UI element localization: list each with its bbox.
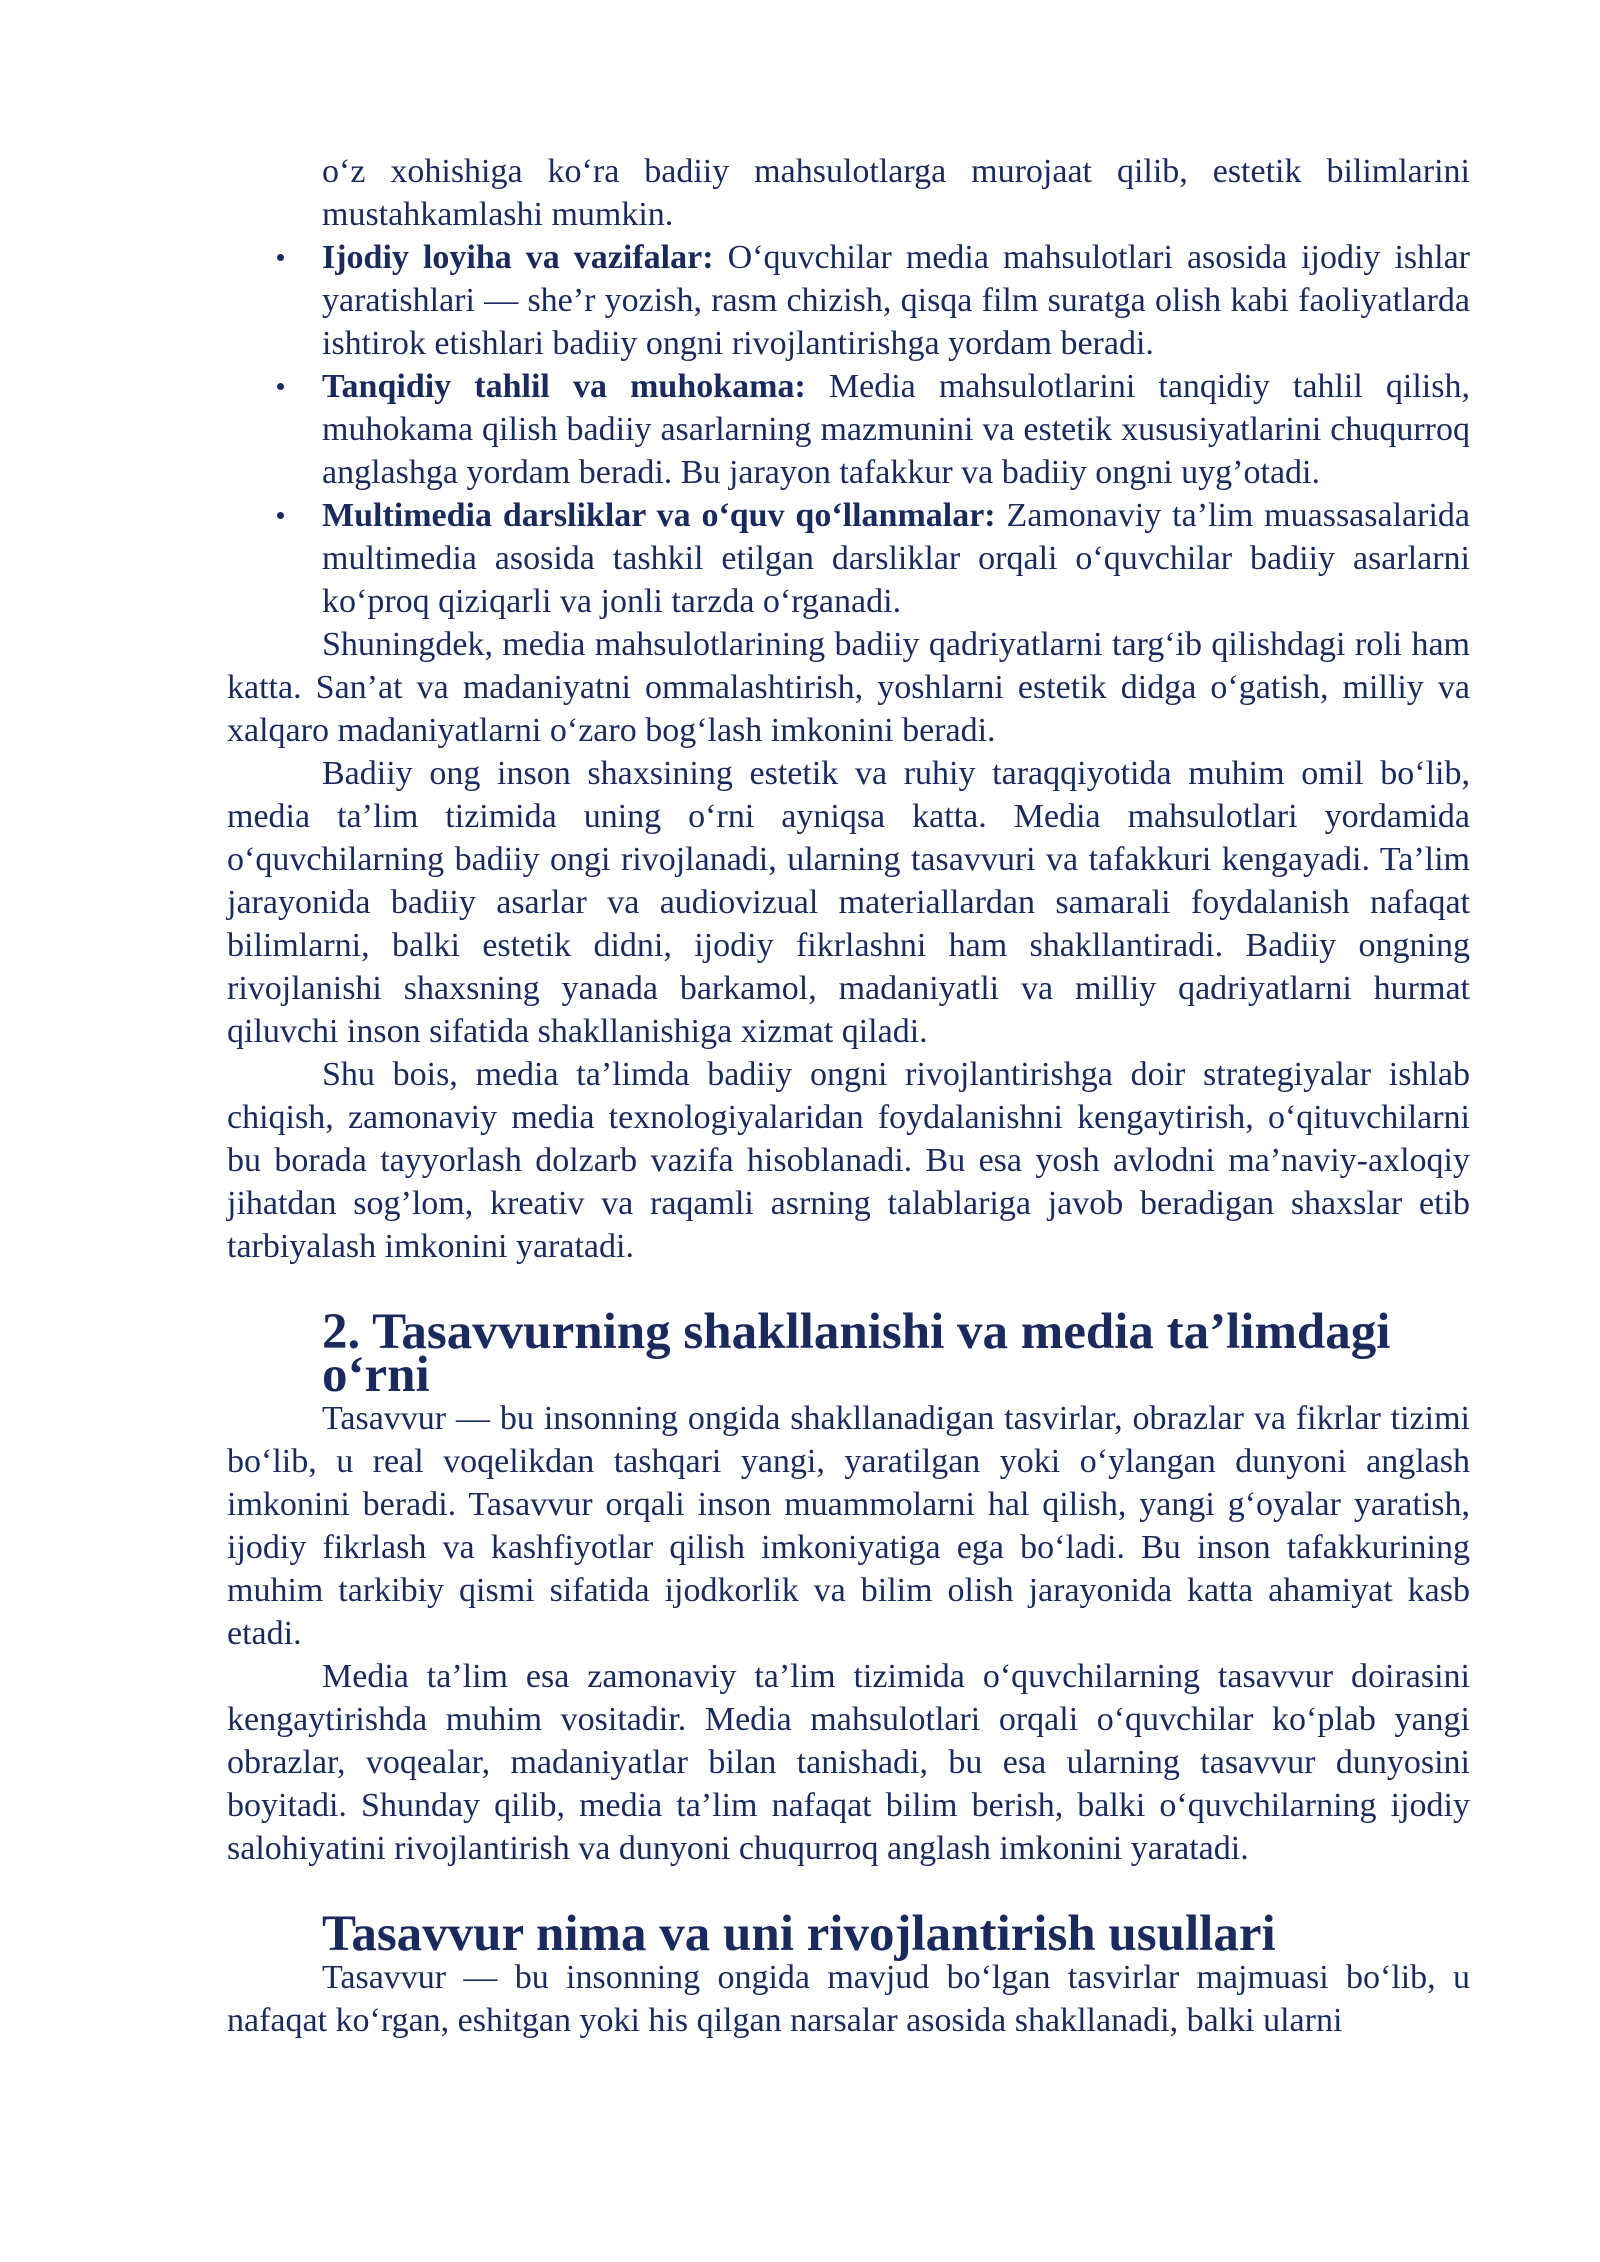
list-item — [227, 365, 1470, 494]
intro-continuation: o‘z xohishiga ko‘ra badiiy mahsulotlarga murojaat qilib, estetik bilimlarini mustahkamlashi mumkin. — [322, 153, 1470, 233]
bullet-title: Multimedia darsliklar va o‘quv qo‘llanmalar: — [322, 497, 996, 534]
body-paragraph: Media ta’lim esa zamonaviy ta’lim tizimida o‘quvchilarning tasavvur doirasini kengaytirishda muhim vositadir. Media mahsulotlari orqali o‘quvchilar ko‘plab yangi obrazlar, voqealar, madaniyatlar bilan tanishadi, bu esa ularning tasavvur dunyosini boyitadi. Shunday qilib, media ta’lim nafaqat bilim berish, balki o‘quvchilarning ijodiy salohiyatini rivojlantirish va dunyoni chuqurroq anglash imkonini yaratadi. — [227, 1658, 1470, 1867]
body-paragraph: Shuningdek, media mahsulotlarining badiiy qadriyatlarni targ‘ib qilishdagi roli ham katta. San’at va madaniyatni ommalashtirish, yoshlarni estetik didga o‘gatish, milliy va xalqaro madaniyatlarni o‘zaro bog‘lash imkonini beradi. — [227, 626, 1470, 749]
body-paragraph: Tasavvur — bu insonning ongida mavjud bo‘lgan tasvirlar majmuasi bo‘lib, u nafaqat ko‘rgan, eshitgan yoki his qilgan narsalar asosida shakllanadi, balki ularni — [227, 1959, 1470, 2039]
bullet-title: Tanqidiy tahlil va muhokama: — [322, 368, 806, 405]
bullet-title: Ijodiy loyiha va vazifalar: — [322, 239, 714, 276]
list-item — [227, 494, 1470, 623]
document-page — [227, 150, 1470, 2042]
bullet-text: Media mahsulotlarini tanqidiy tahlil qilish, muhokama qilish badiiy asarlarning mazmunini va estetik xususiyatlarini chuqurroq anglashga yordam beradi. Bu jarayon tafakkur va badiiy ongni uyg’otadi. — [322, 368, 1470, 491]
subsection-heading: Tasavvur nima va uni rivojlantirish usullari — [322, 1906, 1276, 1962]
section-heading: 2. Tasavvurning shakllanishi va media ta’limdagi o‘rni — [322, 1304, 1391, 1403]
bullet-text: Zamonaviy ta’lim muassasalarida multimedia asosida tashkil etilgan darsliklar orqali o‘quvchilar badiiy asarlarni ko‘proq qiziqarli va jonli tarzda o‘rganadi. — [322, 497, 1470, 620]
bullet-dot — [277, 512, 284, 519]
body-paragraph: Tasavvur — bu insonning ongida shakllanadigan tasvirlar, obrazlar va fikrlar tizimi bo‘lib, u real voqelikdan tashqari yangi, yaratilgan yoki o‘ylangan dunyoni anglash imkonini beradi. Tasavvur orqali inson muammolarni hal qilish, yangi g‘oyalar yaratish, ijodiy fikrlash va kashfiyotlar qilish imkoniyatiga ega bo‘ladi. Bu inson tafakkurining muhim tarkibiy qismi sifatida ijodkorlik va bilim olish jarayonida katta ahamiyat kasb etadi. — [227, 1400, 1470, 1652]
bullet-list — [227, 236, 1470, 623]
body-paragraph: Badiiy ong inson shaxsining estetik va ruhiy taraqqiyotida muhim omil bo‘lib, media ta’lim tizimida uning o‘rni ayniqsa katta. Media mahsulotlari yordamida o‘quvchilarning badiiy ongi rivojlanadi, ularning tasavvuri va tafakkuri kengayadi. Ta’lim jarayonida badiiy asarlar va audiovizual materiallardan samarali foydalanish nafaqat bilimlarni, balki estetik didni, ijodiy fikrlashni ham shakllantiradi. Badiiy ongning rivojlanishi shaxsning yanada barkamol, madaniyatli va milliy qadriyatlarni hurmat qiluvchi inson sifatida shakllanishiga xizmat qiladi. — [227, 755, 1470, 1050]
list-item — [227, 236, 1470, 365]
body-paragraph: Shu bois, media ta’limda badiiy ongni rivojlantirishga doir strategiyalar ishlab chiqish, zamonaviy media texnologiyalaridan foydalanishni kengaytirish, o‘qituvchilarni bu borada tayyorlash dolzarb vazifa hisoblanadi. Bu esa yosh avlodni ma’naviy-axloqiy jihatdan sog’lom, kreativ va raqamli asrning talablariga javob beradigan shaxslar etib tarbiyalash imkonini yaratadi. — [227, 1056, 1470, 1265]
bullet-text: O‘quvchilar media mahsulotlari asosida ijodiy ishlar yaratishlari — she’r yozish, rasm chizish, qisqa film suratga olish kabi faoliyatlarda ishtirok etishlari badiiy ongni rivojlantirishga yordam beradi. — [322, 239, 1470, 362]
bullet-dot — [277, 383, 284, 390]
bullet-dot — [277, 254, 284, 261]
